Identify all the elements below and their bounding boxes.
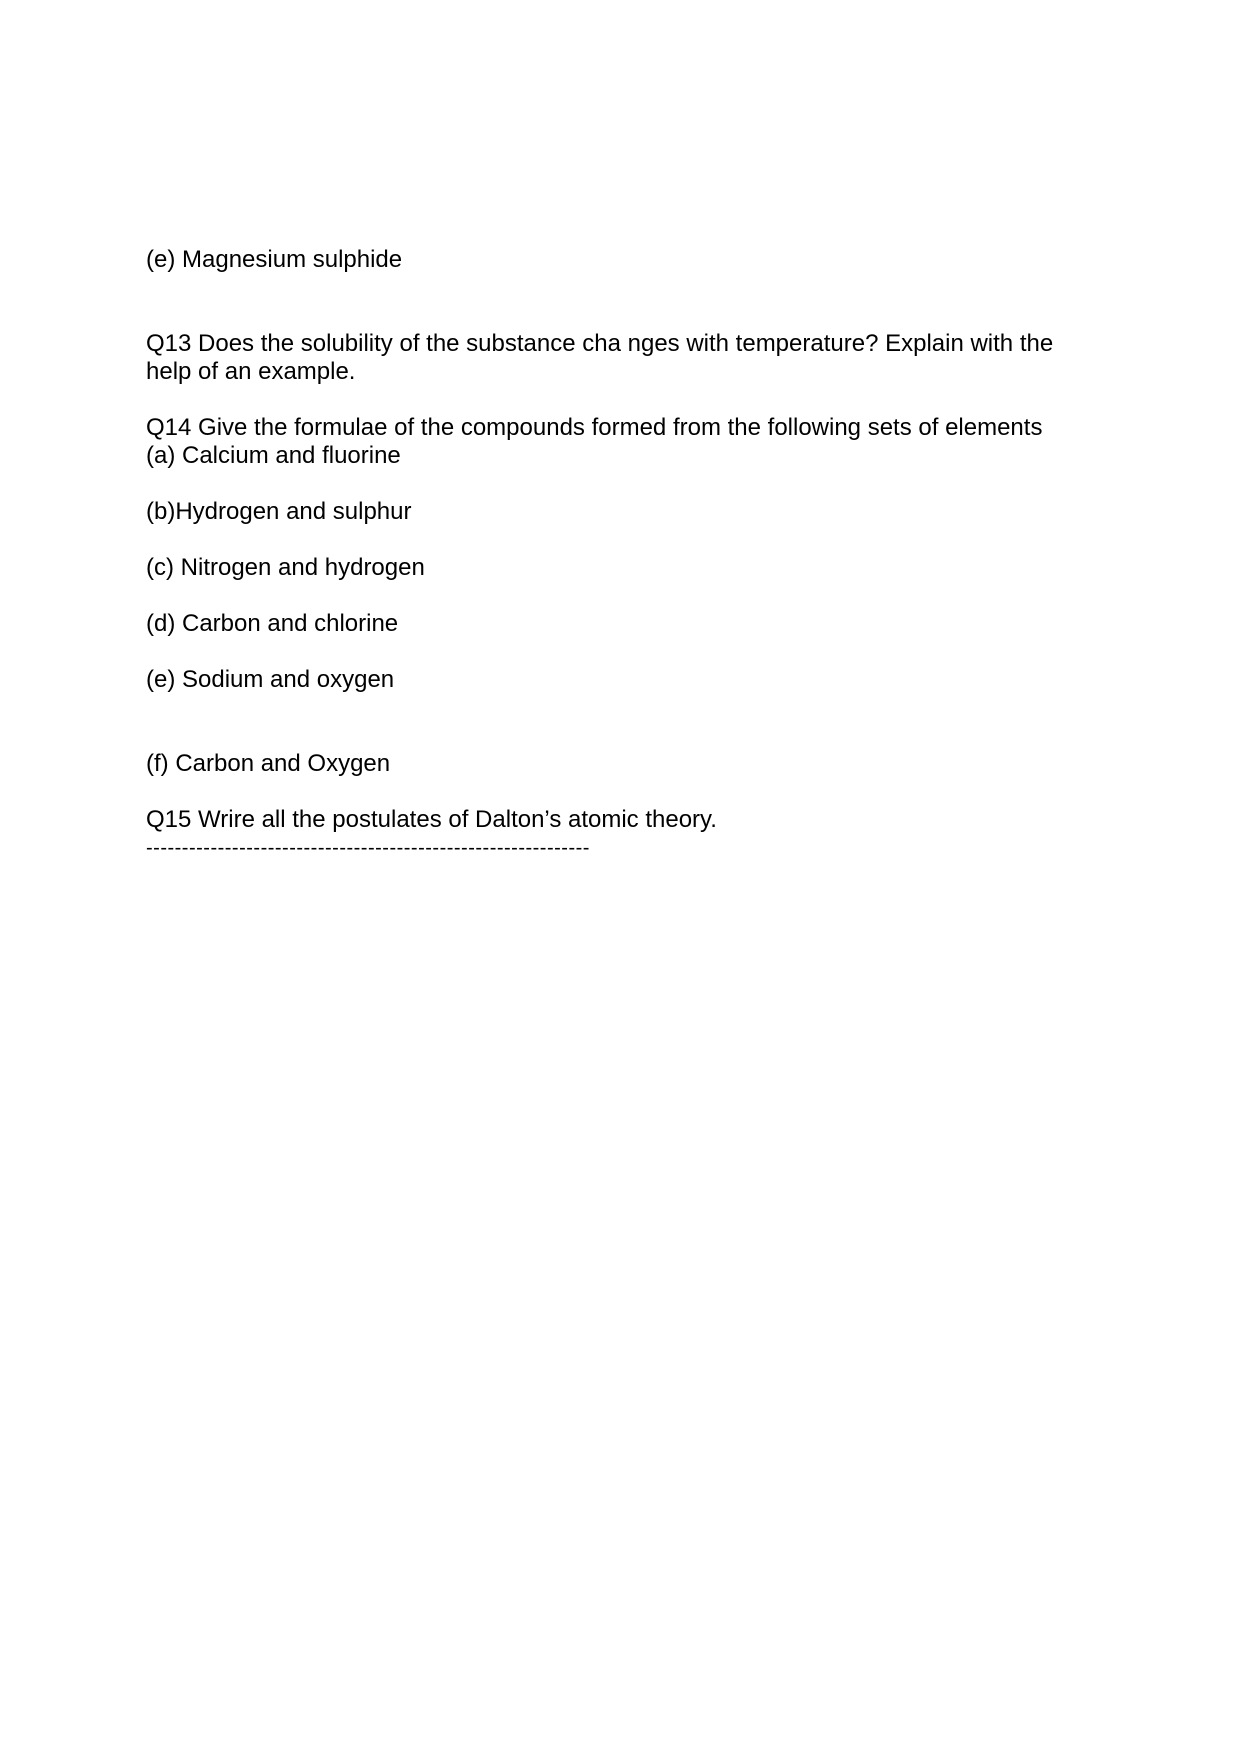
- q14-item-c: (c) Nitrogen and hydrogen: [146, 554, 425, 581]
- question-13-line-1: Q13 Does the solubility of the substance cha nges with temperature? Explain with the: [146, 330, 1054, 357]
- end-dashed-rule: --------------------------------------------------------------: [146, 837, 590, 859]
- q14-item-a: (a) Calcium and fluorine: [146, 442, 401, 469]
- q14-item-d: (d) Carbon and chlorine: [146, 610, 399, 637]
- q14-item-b: (b)Hydrogen and sulphur: [146, 498, 412, 525]
- q14-item-f: (f) Carbon and Oxygen: [146, 750, 391, 777]
- question-14: Q14 Give the formulae of the compounds formed from the following sets of elements: [146, 414, 1043, 441]
- q14-item-e: (e) Sodium and oxygen: [146, 666, 395, 693]
- question-13-line-2: help of an example.: [146, 358, 356, 385]
- question-15: Q15 Wrire all the postulates of Dalton’s atomic theory.: [146, 806, 717, 833]
- item-magnesium-sulphide: (e) Magnesium sulphide: [146, 246, 403, 273]
